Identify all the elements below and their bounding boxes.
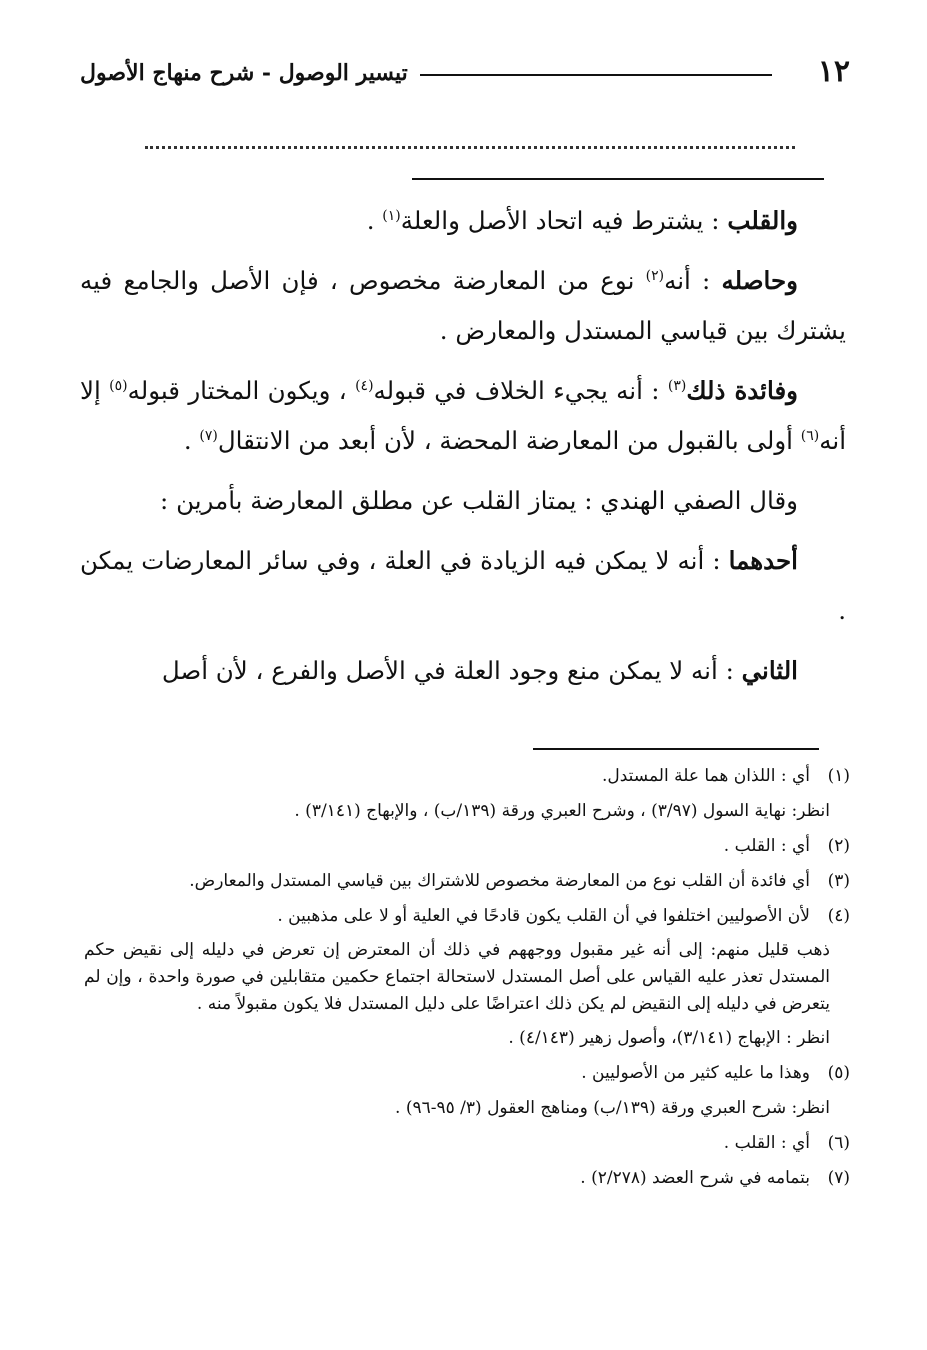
footnote-5-reference: انظر: شرح العبري ورقة (١٣٩/ب) ومناهج العقول (٣/ ٩٥-٩٦) . xyxy=(395,1098,830,1118)
page-header xyxy=(80,52,850,102)
running-title: تيسير الوصول - شرح منهاج الأصول xyxy=(80,60,408,86)
footnote-5: (٥)وهذا ما عليه كثير من الأصوليين . xyxy=(84,1059,850,1088)
paragraph-second: الثاني : أنه لا يمكن منع وجود العلة في الأصل والفرع ، لأن أصل xyxy=(161,656,798,685)
footnote-ref[interactable]: (٢) xyxy=(645,267,665,284)
ellipsis-dotted-line xyxy=(145,146,795,149)
footnote-number: (٢) xyxy=(827,836,850,856)
footnote-separator xyxy=(533,748,819,750)
footnote-ref[interactable]: (٥) xyxy=(109,377,128,394)
footnote-6: (٦)أي : القلب . xyxy=(84,1129,850,1158)
footnote-1: (١)أي : اللذان هما علة المستدل. xyxy=(84,762,850,791)
footnote-4-reference: انظر : الإبهاج (٣/١٤١)، وأصول زهير (٤/١٤٣) . xyxy=(508,1028,830,1048)
footnote-number: (٣) xyxy=(827,871,850,891)
main-text xyxy=(80,196,846,706)
footnote-4: (٤)لأن الأصوليين اختلفوا في أن القلب يكون قادحًا في العلية أو لا على مذهبين . xyxy=(84,902,850,931)
term-first: أحدهما xyxy=(728,546,798,575)
footnote-ref[interactable]: (١) xyxy=(382,207,401,224)
footnote-number: (٦) xyxy=(827,1133,850,1153)
header-rule xyxy=(420,74,772,76)
paragraph-faida: وفائدة ذلك$^{(٣)}$ : أنه يجيء الخلاف في قبوله$^{(٤)}$ ، ويكون المختار قبوله$^{(٥)}$ إلا أنه$^{(٦)}$ أولى بالقبول من المعارضة المحضة ، لأن أبعد من الانتقال$^{(٧)}$ . xyxy=(80,376,846,455)
term-faida: وفائدة ذلك xyxy=(686,376,798,405)
top-separator xyxy=(412,178,824,180)
footnotes xyxy=(84,762,850,1199)
footnote-ref[interactable]: (٦) xyxy=(800,427,820,444)
footnote-number: (١) xyxy=(827,766,850,786)
footnote-4-detail: ذهب قليل منهم: إلى أنه غير مقبول ووجههم في ذلك أن المعترض إن تعرض في دليله إلى نقيض حكم المستدل تعذر عليه القياس على أصل المستدل لاستحالة اجتماع حكمين متقابلين في صورة واحدة ، وإن لم يتعرض في دليله إلى النقيض لم يكن ذلك اعتراضًا على دليل المستدل فلا يكون مقبولاً منه . xyxy=(84,940,830,1014)
footnote-number: (٤) xyxy=(827,906,850,926)
term-second: الثاني xyxy=(741,656,798,685)
paragraph-first: أحدهما : أنه لا يمكن فيه الزيادة في العلة ، وفي سائر المعارضات يمكن . xyxy=(80,546,846,625)
footnote-3: (٣)أي فائدة أن القلب نوع من المعارضة مخصوص للاشتراك بين قياسي المستدل والمعارض. xyxy=(84,867,850,896)
term-qalb: والقلب xyxy=(727,206,798,235)
footnote-2: (٢)أي : القلب . xyxy=(84,832,850,861)
paragraph-hasiluhu: وحاصله : أنه$^{(٢)}$ نوع من المعارضة مخصوص ، فإن الأصل والجامع فيه يشترك بين قياسي المستدل والمعارض . xyxy=(80,266,846,345)
footnote-ref[interactable]: (٤) xyxy=(355,377,374,394)
footnote-ref[interactable]: (٧) xyxy=(199,427,218,444)
paragraph-safi-hindi: وقال الصفي الهندي : يمتاز القلب عن مطلق المعارضة بأمرين : xyxy=(160,486,798,515)
footnote-7: (٧)بتمامه في شرح العضد (٢/٢٧٨) . xyxy=(84,1164,850,1193)
page-number: ١٢ xyxy=(817,54,850,89)
footnote-number: (٥) xyxy=(827,1063,850,1083)
paragraph-qalb: والقلب : يشترط فيه اتحاد الأصل والعلة$^{(١)}$ . xyxy=(366,206,798,235)
footnote-ref[interactable]: (٣) xyxy=(667,377,687,394)
footnote-number: (٧) xyxy=(827,1168,850,1188)
term-hasiluhu: وحاصله xyxy=(721,266,798,295)
footnote-1-reference: انظر: نهاية السول (٣/٩٧) ، وشرح العبري ورقة (١٣٩/ب) ، والإبهاج (٣/١٤١) . xyxy=(294,801,830,821)
